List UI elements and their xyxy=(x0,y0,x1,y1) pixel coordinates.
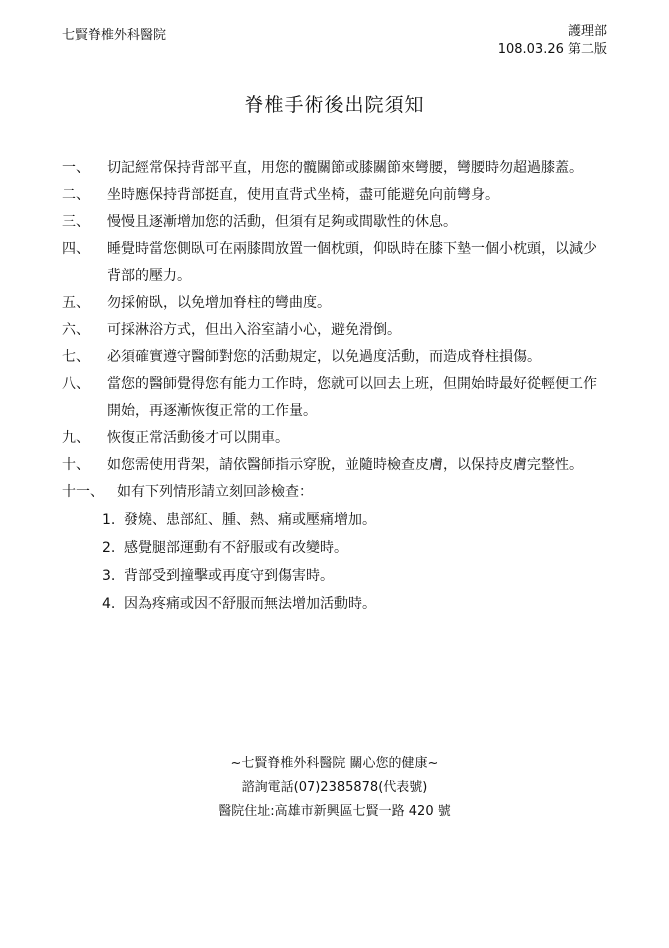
item-number: 七、 xyxy=(62,349,90,365)
sub-item-text: 發燒、患部紅、腫、熱、痛或壓痛增加。 xyxy=(124,512,376,528)
list-item xyxy=(62,290,610,317)
item-number: 一、 xyxy=(62,160,90,176)
footer xyxy=(0,752,669,824)
item-number: 六、 xyxy=(62,322,90,338)
list-item xyxy=(62,182,610,209)
item-text: 如有下列情形請立刻回診檢查： xyxy=(117,484,313,500)
item-text: 如您需使用背架，請依醫師指示穿脫，並隨時檢查皮膚，以保持皮膚完整性。 xyxy=(107,457,583,473)
sub-item-text: 感覺腿部運動有不舒服或有改變時。 xyxy=(124,540,348,556)
sub-list-item xyxy=(102,506,610,534)
item-text: 切記經常保持背部平直，用您的髖關節或膝關節來彎腰，彎腰時勿超過膝蓋。 xyxy=(107,160,583,176)
item-text: 睡覺時當您側臥可在兩膝間放置一個枕頭，仰臥時在膝下墊一個小枕頭，以減少背部的壓力。 xyxy=(107,241,597,284)
item-number: 十一、 xyxy=(62,484,104,500)
version-label: 108.03.26 第二版 xyxy=(497,42,607,57)
item-number: 九、 xyxy=(62,430,90,446)
item-number: 五、 xyxy=(62,295,90,311)
footer-address: 醫院住址:高雄市新興區七賢一路 420 號 xyxy=(218,804,451,819)
footer-phone: 諮詢電話(07)2385878(代表號) xyxy=(241,780,428,795)
list-item xyxy=(62,155,610,182)
list-item xyxy=(62,344,610,371)
sub-item-number: 1. xyxy=(102,512,116,528)
item-text: 恢復正常活動後才可以開車。 xyxy=(107,430,289,446)
item-text: 可採淋浴方式，但出入浴室請小心，避免滑倒。 xyxy=(107,322,401,338)
sub-list-item xyxy=(102,590,610,618)
list-item xyxy=(62,236,610,290)
sub-item-text: 因為疼痛或因不舒服而無法增加活動時。 xyxy=(124,596,376,612)
page-title: 脊椎手術後出院須知 xyxy=(244,94,425,116)
list-item xyxy=(62,209,610,236)
list-item xyxy=(62,317,610,344)
sub-list-item xyxy=(102,534,610,562)
sub-item-number: 4. xyxy=(102,596,116,612)
item-number: 八、 xyxy=(62,376,90,392)
item-number: 三、 xyxy=(62,214,90,230)
item-number: 十、 xyxy=(62,457,90,473)
item-number: 四、 xyxy=(62,241,90,257)
instruction-list xyxy=(62,155,610,618)
item-text: 慢慢且逐漸增加您的活動，但須有足夠或間歇性的休息。 xyxy=(107,214,457,230)
item-text: 坐時應保持背部挺直，使用直背式坐椅，盡可能避免向前彎身。 xyxy=(107,187,499,203)
sub-item-number: 3. xyxy=(102,568,116,584)
sub-list-item xyxy=(102,562,610,590)
list-item xyxy=(62,371,610,425)
list-item xyxy=(62,479,610,506)
list-item xyxy=(62,425,610,452)
footer-slogan: ~七賢脊椎外科醫院 關心您的健康~ xyxy=(230,756,439,771)
revisit-conditions-list xyxy=(62,506,610,618)
hospital-name: 七賢脊椎外科醫院 xyxy=(62,28,167,43)
header-right xyxy=(498,23,607,59)
list-item xyxy=(62,452,610,479)
department-label: 護理部 xyxy=(567,24,607,39)
item-text: 勿採俯臥，以免增加脊柱的彎曲度。 xyxy=(107,295,331,311)
item-number: 二、 xyxy=(62,187,90,203)
sub-item-text: 背部受到撞擊或再度守到傷害時。 xyxy=(124,568,334,584)
item-text: 當您的醫師覺得您有能力工作時，您就可以回去上班，但開始時最好從輕便工作開始，再逐漸恢復正常的工作量。 xyxy=(107,376,597,419)
sub-item-number: 2. xyxy=(102,540,116,556)
item-text: 必須確實遵守醫師對您的活動規定，以免過度活動，而造成脊柱損傷。 xyxy=(107,349,541,365)
